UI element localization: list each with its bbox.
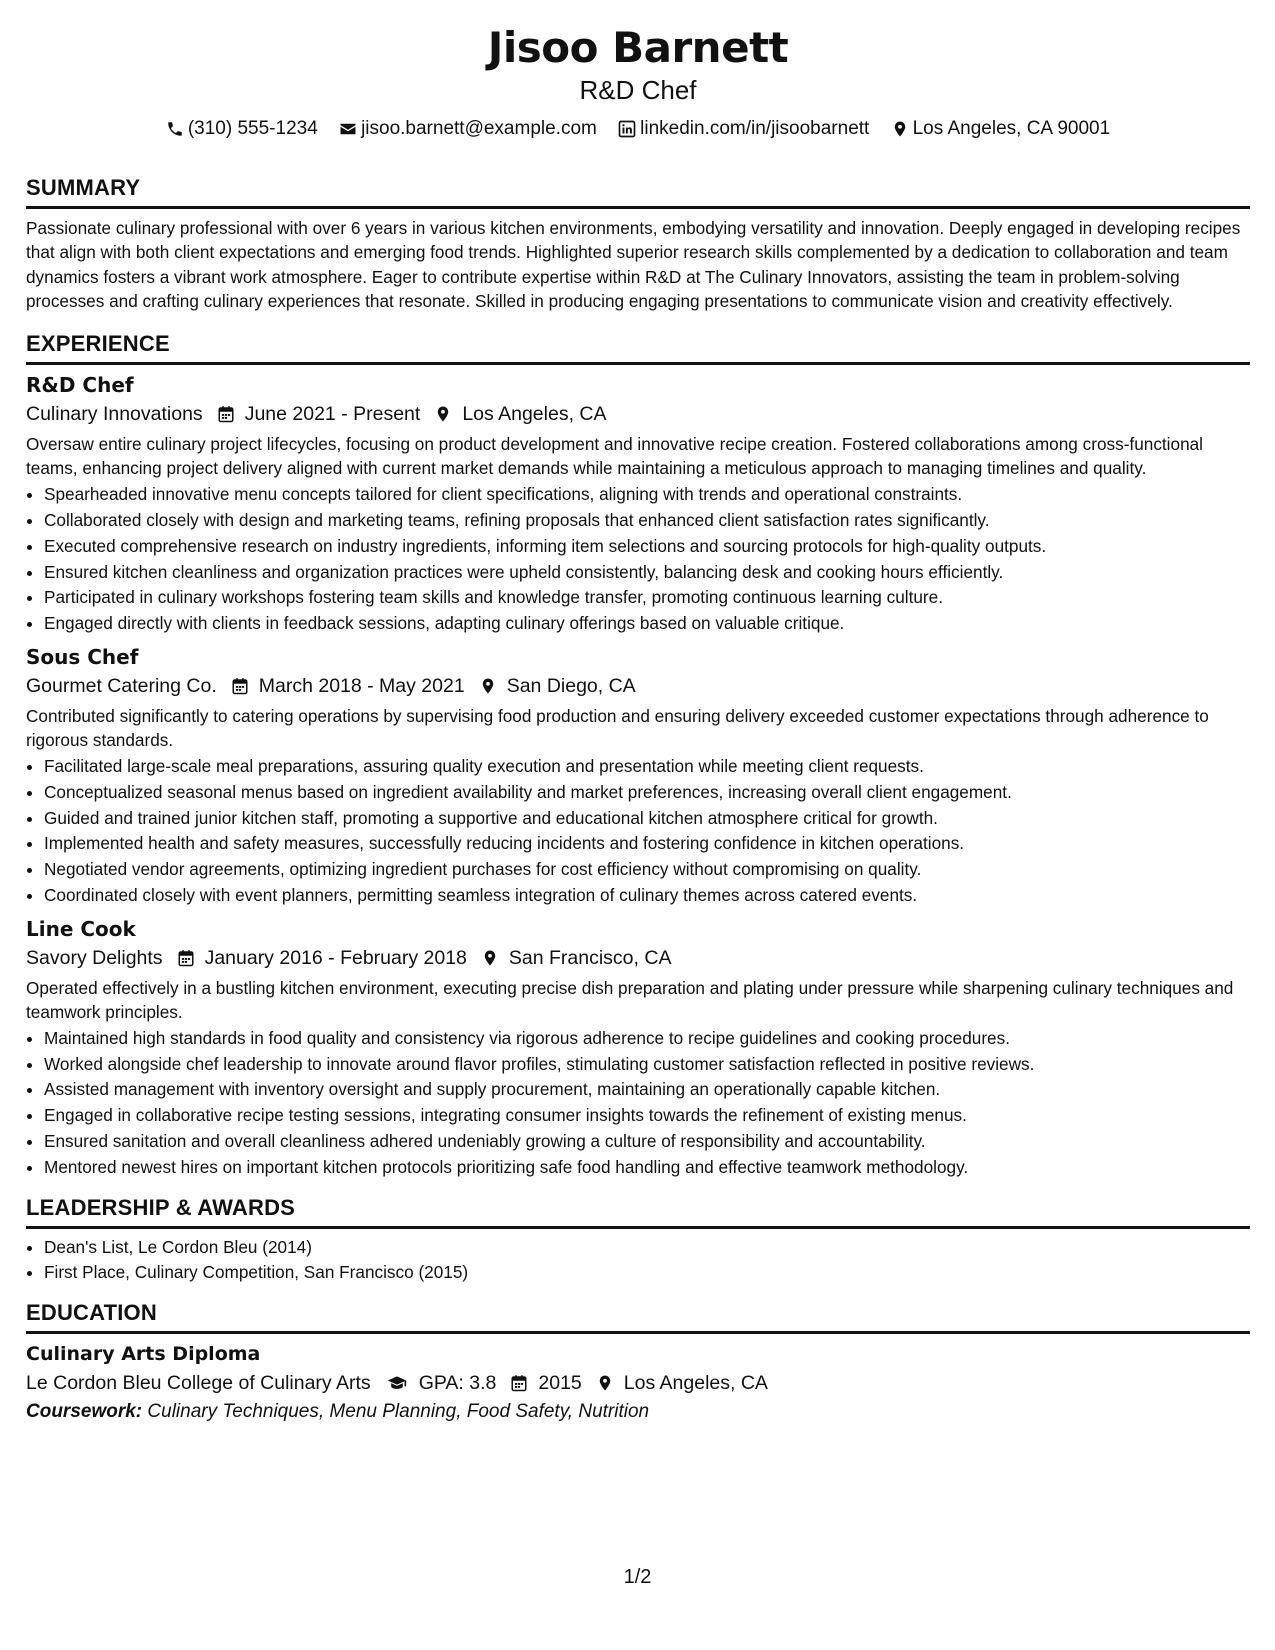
contact-linkedin-text: linkedin.com/in/jisoobarnett bbox=[640, 118, 870, 139]
job-entry bbox=[26, 643, 1250, 909]
list-item: • Ensured kitchen cleanliness and organization practices were upheld consistently, balancing desk and cooking hours efficiently. bbox=[44, 560, 1250, 586]
calendar-icon bbox=[510, 1374, 528, 1392]
candidate-name: Jisoo Barnett bbox=[487, 23, 789, 72]
gpa-text: GPA: 3.8 bbox=[418, 1372, 497, 1395]
job-location bbox=[479, 671, 636, 701]
job-title: R&D Chef bbox=[26, 373, 134, 398]
contact-email[interactable] bbox=[339, 117, 597, 141]
list-item: • Conceptualized seasonal menus based on ingredient availability and market preferences, increasing overall client engagement. bbox=[44, 780, 1250, 806]
degree-title: Culinary Arts Diploma bbox=[26, 1343, 261, 1366]
job-company: Gourmet Catering Co. bbox=[26, 674, 217, 697]
education-year-text: 2015 bbox=[538, 1372, 582, 1395]
experience-section bbox=[26, 331, 1250, 1180]
job-title: Sous Chef bbox=[26, 644, 139, 669]
job-description: Contributed significantly to catering operations by supervising food production and ensuring delivery exceeded customer expectations through adherence to rigorous standards. bbox=[26, 705, 1209, 750]
job-bullets bbox=[26, 754, 1250, 909]
list-item: • Spearheaded innovative menu concepts tailored for client specifications, aligning with trends and operational constraints. bbox=[44, 482, 1250, 508]
list-item: • Participated in culinary workshops fostering team skills and knowledge transfer, promoting continuous learning culture. bbox=[44, 585, 1250, 611]
awards-section bbox=[26, 1195, 1250, 1287]
list-item: • Engaged in collaborative recipe testing sessions, integrating consumer insights towards the refinement of existing menus. bbox=[44, 1103, 1250, 1129]
job-entry bbox=[26, 371, 1250, 637]
map-pin-icon bbox=[596, 1374, 614, 1392]
contact-bar bbox=[26, 117, 1250, 145]
coursework bbox=[26, 1398, 1250, 1426]
coursework-label: Coursework: bbox=[26, 1401, 143, 1423]
job-meta bbox=[26, 943, 1250, 973]
education-location bbox=[596, 1368, 768, 1398]
coursework-text: Culinary Techniques, Menu Planning, Food Safety, Nutrition bbox=[147, 1401, 650, 1423]
calendar-icon bbox=[217, 405, 235, 423]
job-entry bbox=[26, 915, 1250, 1181]
job-dates bbox=[231, 671, 465, 701]
education-meta bbox=[26, 1368, 1250, 1398]
list-item: • Maintained high standards in food quality and consistency via rigorous adherence to recipe guidelines and cooking procedures. bbox=[44, 1026, 1250, 1052]
list-item: • Guided and trained junior kitchen staff, promoting a supportive and educational kitchen atmosphere critical for growth. bbox=[44, 806, 1250, 832]
list-item: • Engaged directly with clients in feedback sessions, adapting culinary offerings based on valuable critique. bbox=[44, 611, 1250, 637]
section-title: EXPERIENCE bbox=[26, 331, 1250, 365]
contact-phone[interactable] bbox=[166, 117, 318, 141]
job-dates bbox=[217, 399, 421, 429]
list-item: • Collaborated closely with design and marketing teams, refining proposals that enhanced client satisfaction rates significantly. bbox=[44, 508, 1250, 534]
list-item: • Worked alongside chef leadership to innovate around flavor profiles, stimulating customer satisfaction reflected in positive reviews. bbox=[44, 1052, 1250, 1078]
candidate-headline: R&D Chef bbox=[579, 75, 697, 105]
contact-email-text: jisoo.barnett@example.com bbox=[361, 118, 597, 139]
map-pin-icon bbox=[479, 677, 497, 695]
job-description: Oversaw entire culinary project lifecycles, focusing on product development and innovative recipe creation. Fostered collaborations among cross-functional teams, enhancing project delivery aligned with current market demands while maintaining a meticulous approach to managing timelines and quality. bbox=[26, 434, 1203, 479]
linkedin-icon bbox=[618, 120, 636, 138]
job-bullets bbox=[26, 482, 1250, 637]
calendar-icon bbox=[231, 677, 249, 695]
page-number: 1/2 bbox=[623, 1566, 652, 1588]
education-year bbox=[510, 1368, 581, 1398]
list-item: • Mentored newest hires on important kitchen protocols prioritizing safe food handling and effective teamwork methodology. bbox=[44, 1155, 1250, 1181]
list-item: • Facilitated large-scale meal preparations, assuring quality execution and presentation while meeting client requests. bbox=[44, 754, 1250, 780]
section-title: EDUCATION bbox=[26, 1300, 1250, 1334]
job-bullets bbox=[26, 1026, 1250, 1181]
list-item: • Executed comprehensive research on industry ingredients, informing item selections and sourcing protocols for high-quality outputs. bbox=[44, 534, 1250, 560]
awards-list bbox=[26, 1235, 1250, 1287]
phone-icon bbox=[166, 120, 184, 138]
job-meta bbox=[26, 399, 1250, 429]
graduation-cap-icon bbox=[385, 1373, 409, 1393]
job-dates-text: January 2016 - February 2018 bbox=[204, 946, 467, 969]
section-title: SUMMARY bbox=[26, 175, 1250, 209]
contact-location bbox=[891, 117, 1111, 141]
list-item: • Ensured sanitation and overall cleanliness adhered undeniably growing a culture of responsibility and accountability. bbox=[44, 1129, 1250, 1155]
map-pin-icon bbox=[891, 120, 909, 138]
education-location-text: Los Angeles, CA bbox=[623, 1372, 768, 1395]
job-company: Savory Delights bbox=[26, 946, 163, 969]
job-dates-text: June 2021 - Present bbox=[244, 403, 421, 426]
map-pin-icon bbox=[481, 949, 499, 967]
list-item: • Dean's List, Le Cordon Bleu (2014) bbox=[44, 1235, 1250, 1261]
job-company: Culinary Innovations bbox=[26, 403, 203, 426]
job-title: Line Cook bbox=[26, 916, 136, 941]
calendar-icon bbox=[177, 949, 195, 967]
job-description: Operated effectively in a bustling kitchen environment, executing precise dish preparation and plating under pressure while sharpening culinary techniques and teamwork principles. bbox=[26, 977, 1234, 1022]
job-dates bbox=[177, 943, 467, 973]
list-item: • First Place, Culinary Competition, San Francisco (2015) bbox=[44, 1260, 1250, 1286]
job-dates-text: March 2018 - May 2021 bbox=[258, 674, 465, 697]
list-item: • Negotiated vendor agreements, optimizing ingredient purchases for cost efficiency without compromising on quality. bbox=[44, 857, 1250, 883]
list-item: • Coordinated closely with event planners, permitting seamless integration of culinary themes across catered events. bbox=[44, 883, 1250, 909]
gpa bbox=[385, 1368, 497, 1398]
section-title: LEADERSHIP & AWARDS bbox=[26, 1195, 1250, 1229]
job-location bbox=[481, 943, 672, 973]
contact-phone-text: (310) 555-1234 bbox=[187, 118, 318, 139]
job-location bbox=[434, 399, 606, 429]
contact-location-text: Los Angeles, CA 90001 bbox=[912, 118, 1111, 139]
education-section bbox=[26, 1300, 1250, 1426]
job-location-text: San Diego, CA bbox=[506, 674, 636, 697]
school-name: Le Cordon Bleu College of Culinary Arts bbox=[26, 1372, 371, 1395]
job-meta bbox=[26, 671, 1250, 701]
map-pin-icon bbox=[434, 405, 452, 423]
contact-linkedin[interactable] bbox=[618, 117, 869, 141]
envelope-icon bbox=[339, 120, 357, 138]
list-item: • Assisted management with inventory oversight and supply procurement, maintaining an operationally capable kitchen. bbox=[44, 1077, 1250, 1103]
summary-section bbox=[26, 175, 1250, 313]
summary-text: Passionate culinary professional with over 6 years in various kitchen environments, embodying versatility and innovation. Deeply engaged in developing recipes that align with both client expectations and emerging food trends. Highlighted superior research skills complemented by a dedication to collaboration and team dynamics fosters a vibrant work atmosphere. Eager to contribute expertise within R&D at The Culinary Innovators, assisting the team in problem-solving processes and crafting culinary experiences that resonate. Skilled in producing engaging presentations to communicate vision and creativity effectively. bbox=[26, 218, 1241, 311]
job-location-text: San Francisco, CA bbox=[508, 946, 672, 969]
list-item: • Implemented health and safety measures, successfully reducing incidents and fostering confidence in kitchen operations. bbox=[44, 831, 1250, 857]
resume-page bbox=[26, 0, 1250, 1426]
job-location-text: Los Angeles, CA bbox=[462, 403, 607, 426]
